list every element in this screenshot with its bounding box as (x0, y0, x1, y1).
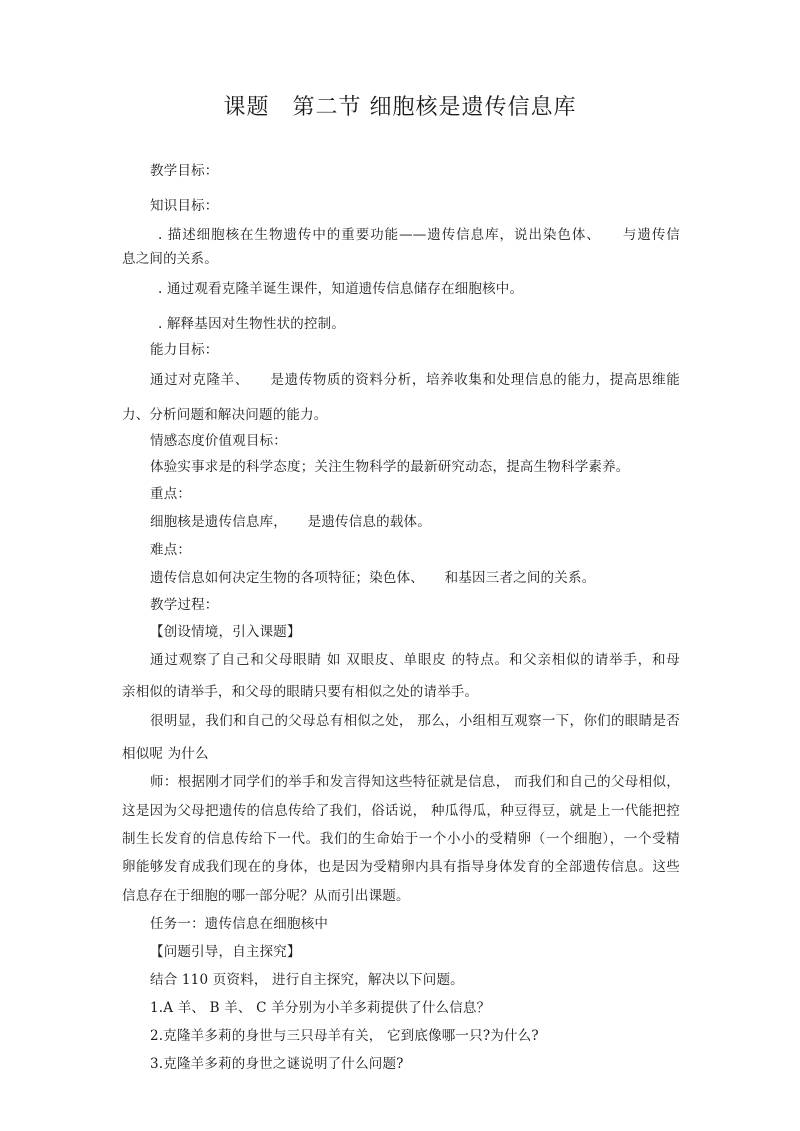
page-title: 课题 第二节 细胞核是遗传信息库 (223, 95, 577, 120)
knowledge-goals-heading: 知识目标： (150, 198, 219, 214)
intro-paragraph-1-cont: 亲相似的请举手，和父母的眼睛只要有相似之处的请举手。 (122, 684, 479, 700)
teaching-process-heading: 教学过程： (150, 597, 219, 613)
teacher-paragraph-line-2: 这是因为父母把遗传的信息传给了我们，俗话说， 种瓜得瓜，种豆得豆，就是上一代能把控 (122, 803, 680, 819)
teacher-paragraph-line-5: 信息存在于细胞的哪一部分呢？从而引出课题。 (122, 888, 410, 904)
knowledge-goal-1: . 描述细胞核在生物遗传中的重要功能——遗传信息库，说出染色体、 与遗传信 (158, 227, 680, 243)
section-intro-heading: 【创设情境，引入课题】 (150, 624, 301, 640)
ability-goal-text-cont: 力、分析问题和解决问题的能力。 (122, 407, 328, 423)
difficulties-text: 遗传信息如何决定生物的各项特征；染色体、 和基因三者之间的关系。 (150, 570, 596, 586)
difficulties-heading: 难点： (150, 542, 192, 558)
teacher-paragraph-line-3: 制生长发育的信息传给下一代。我们的生命始于一个小小的受精卵（一个细胞），一个受精 (122, 831, 680, 847)
key-points-text: 细胞核是遗传信息库， 是遗传信息的载体。 (150, 514, 431, 530)
teacher-paragraph: 师：根据刚才同学们的举手和发言得知这些特征就是信息， 而我们和自己的父母相似， (150, 774, 680, 790)
inquiry-instructions: 结合 110 页资料， 进行自主探究，解决以下问题。 (150, 972, 464, 988)
knowledge-goal-3: . 解释基因对生物性状的控制。 (158, 316, 346, 332)
key-points-heading: 重点： (150, 486, 192, 502)
attitude-goals-heading: 情感态度价值观目标： (150, 433, 287, 449)
knowledge-goal-1-cont: 息之间的关系。 (122, 251, 218, 267)
question-2: 2.克隆羊多莉的身世与三只母羊有关， 它到底像哪一只?为什么? (150, 1028, 539, 1044)
teacher-paragraph-line-4: 卵能够发育成我们现在的身体，也是因为受精卵内具有指导身体发育的全部遗传信息。这些 (122, 859, 680, 875)
teaching-goals-heading: 教学目标： (150, 163, 219, 179)
intro-paragraph-2-cont: 相似呢 为什么 (122, 746, 209, 762)
question-1: 1.A 羊、 B 羊、 C 羊分别为小羊多莉提供了什么信息？ (150, 1000, 491, 1016)
section-inquiry-heading: 【问题引导，自主探究】 (150, 944, 301, 960)
knowledge-goal-2: . 通过观看克隆羊诞生课件，知道遗传信息储存在细胞核中。 (158, 281, 524, 297)
ability-goal-text: 通过对克隆羊、 是遗传物质的资料分析，培养收集和处理信息的能力，提高思维能 (150, 372, 680, 388)
attitude-goal-text: 体验实事求是的科学态度；关注生物科学的最新研究动态，提高生物科学素养。 (150, 459, 630, 475)
question-3: 3.克隆羊多莉的身世之谜说明了什么问题? (150, 1056, 404, 1072)
intro-paragraph-2: 很明显，我们和自己的父母总有相似之处， 那么，小组相互观察一下，你们的眼睛是否 (150, 713, 680, 729)
task-one-heading: 任务一：遗传信息在细胞核中 (150, 916, 329, 932)
intro-paragraph-1: 通过观察了自己和父母眼睛 如 双眼皮、单眼皮 的特点。和父亲相似的请举手，和母 (150, 652, 680, 668)
ability-goals-heading: 能力目标： (150, 342, 219, 358)
